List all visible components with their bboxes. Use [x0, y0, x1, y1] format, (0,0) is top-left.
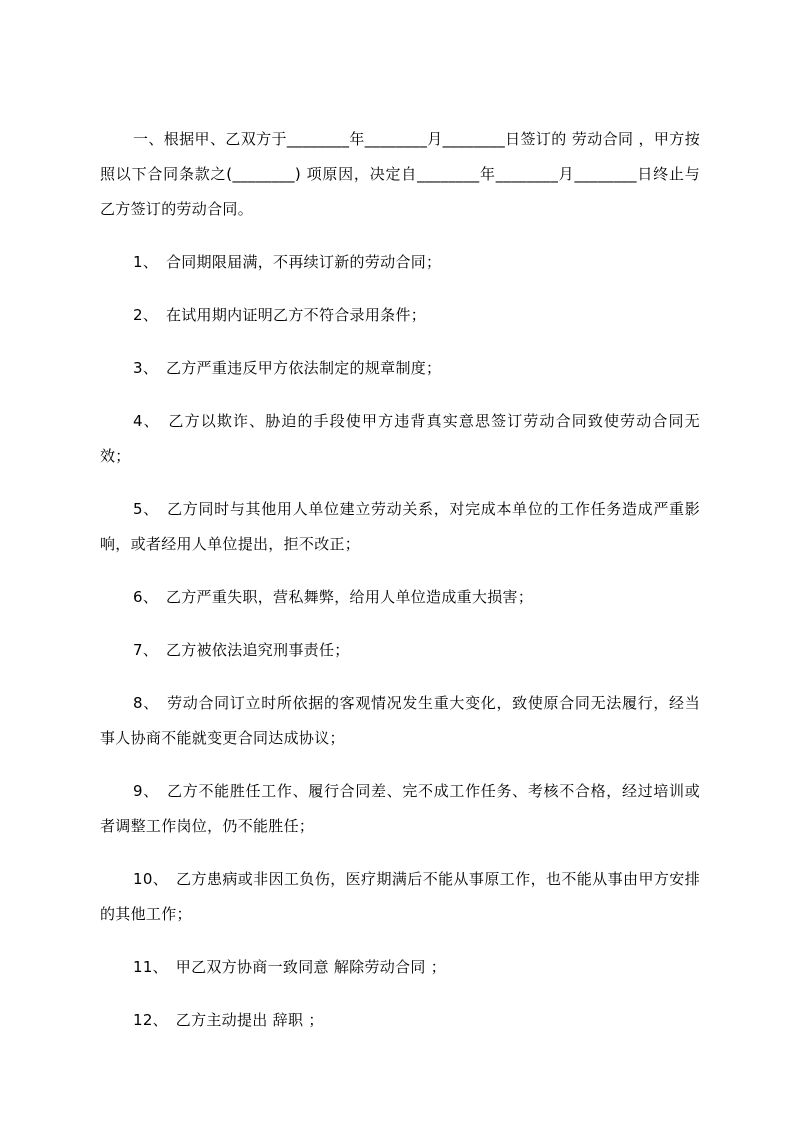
clause-item-3: 3、 乙方严重违反甲方依法制定的规章制度； [133, 359, 442, 377]
clause-item-9: 9、 乙方不能胜任工作、履行合同差、完不成工作任务、考核不合格，经过培训或者调整工作岗位，仍不能胜任； [100, 782, 700, 835]
clause-item-12: 12、 乙方主动提出 辞职 ； [133, 1011, 324, 1029]
clause-item-2: 2、 在试用期内证明乙方不符合录用条件； [133, 306, 427, 324]
clause-item-8: 8、 劳动合同订立时所依据的客观情况发生重大变化，致使原合同无法履行，经当事人协商不能就变更合同达成协议； [100, 694, 700, 747]
clause-item-1: 1、 合同期限届满，不再续订新的劳动合同； [133, 253, 442, 271]
clause-item-4: 4、 乙方以欺诈、胁迫的手段使甲方违背真实意思签订劳动合同致使劳动合同无效； [100, 412, 700, 465]
clause-item-10: 10、 乙方患病或非因工负伤，医疗期满后不能从事原工作，也不能从事由甲方安排的其他工作； [100, 870, 700, 923]
clause-item-11: 11、 甲乙双方协商一致同意 解除劳动合同 ； [133, 958, 447, 976]
clause-item-7: 7、 乙方被依法追究刑事责任； [133, 641, 350, 659]
intro-paragraph: 一、根据甲、乙双方于________年________月________日签订的 劳动合同 ，甲方按照以下合同条款之(________) 项原因，决定自________年________月________日终止与乙方签订的劳动合同。 [100, 130, 700, 218]
clause-item-5: 5、 乙方同时与其他用人单位建立劳动关系，对完成本单位的工作任务造成严重影响，或者经用人单位提出，拒不改正； [100, 500, 700, 553]
clause-item-6: 6、 乙方严重失职，营私舞弊，给用人单位造成重大损害； [133, 588, 534, 606]
